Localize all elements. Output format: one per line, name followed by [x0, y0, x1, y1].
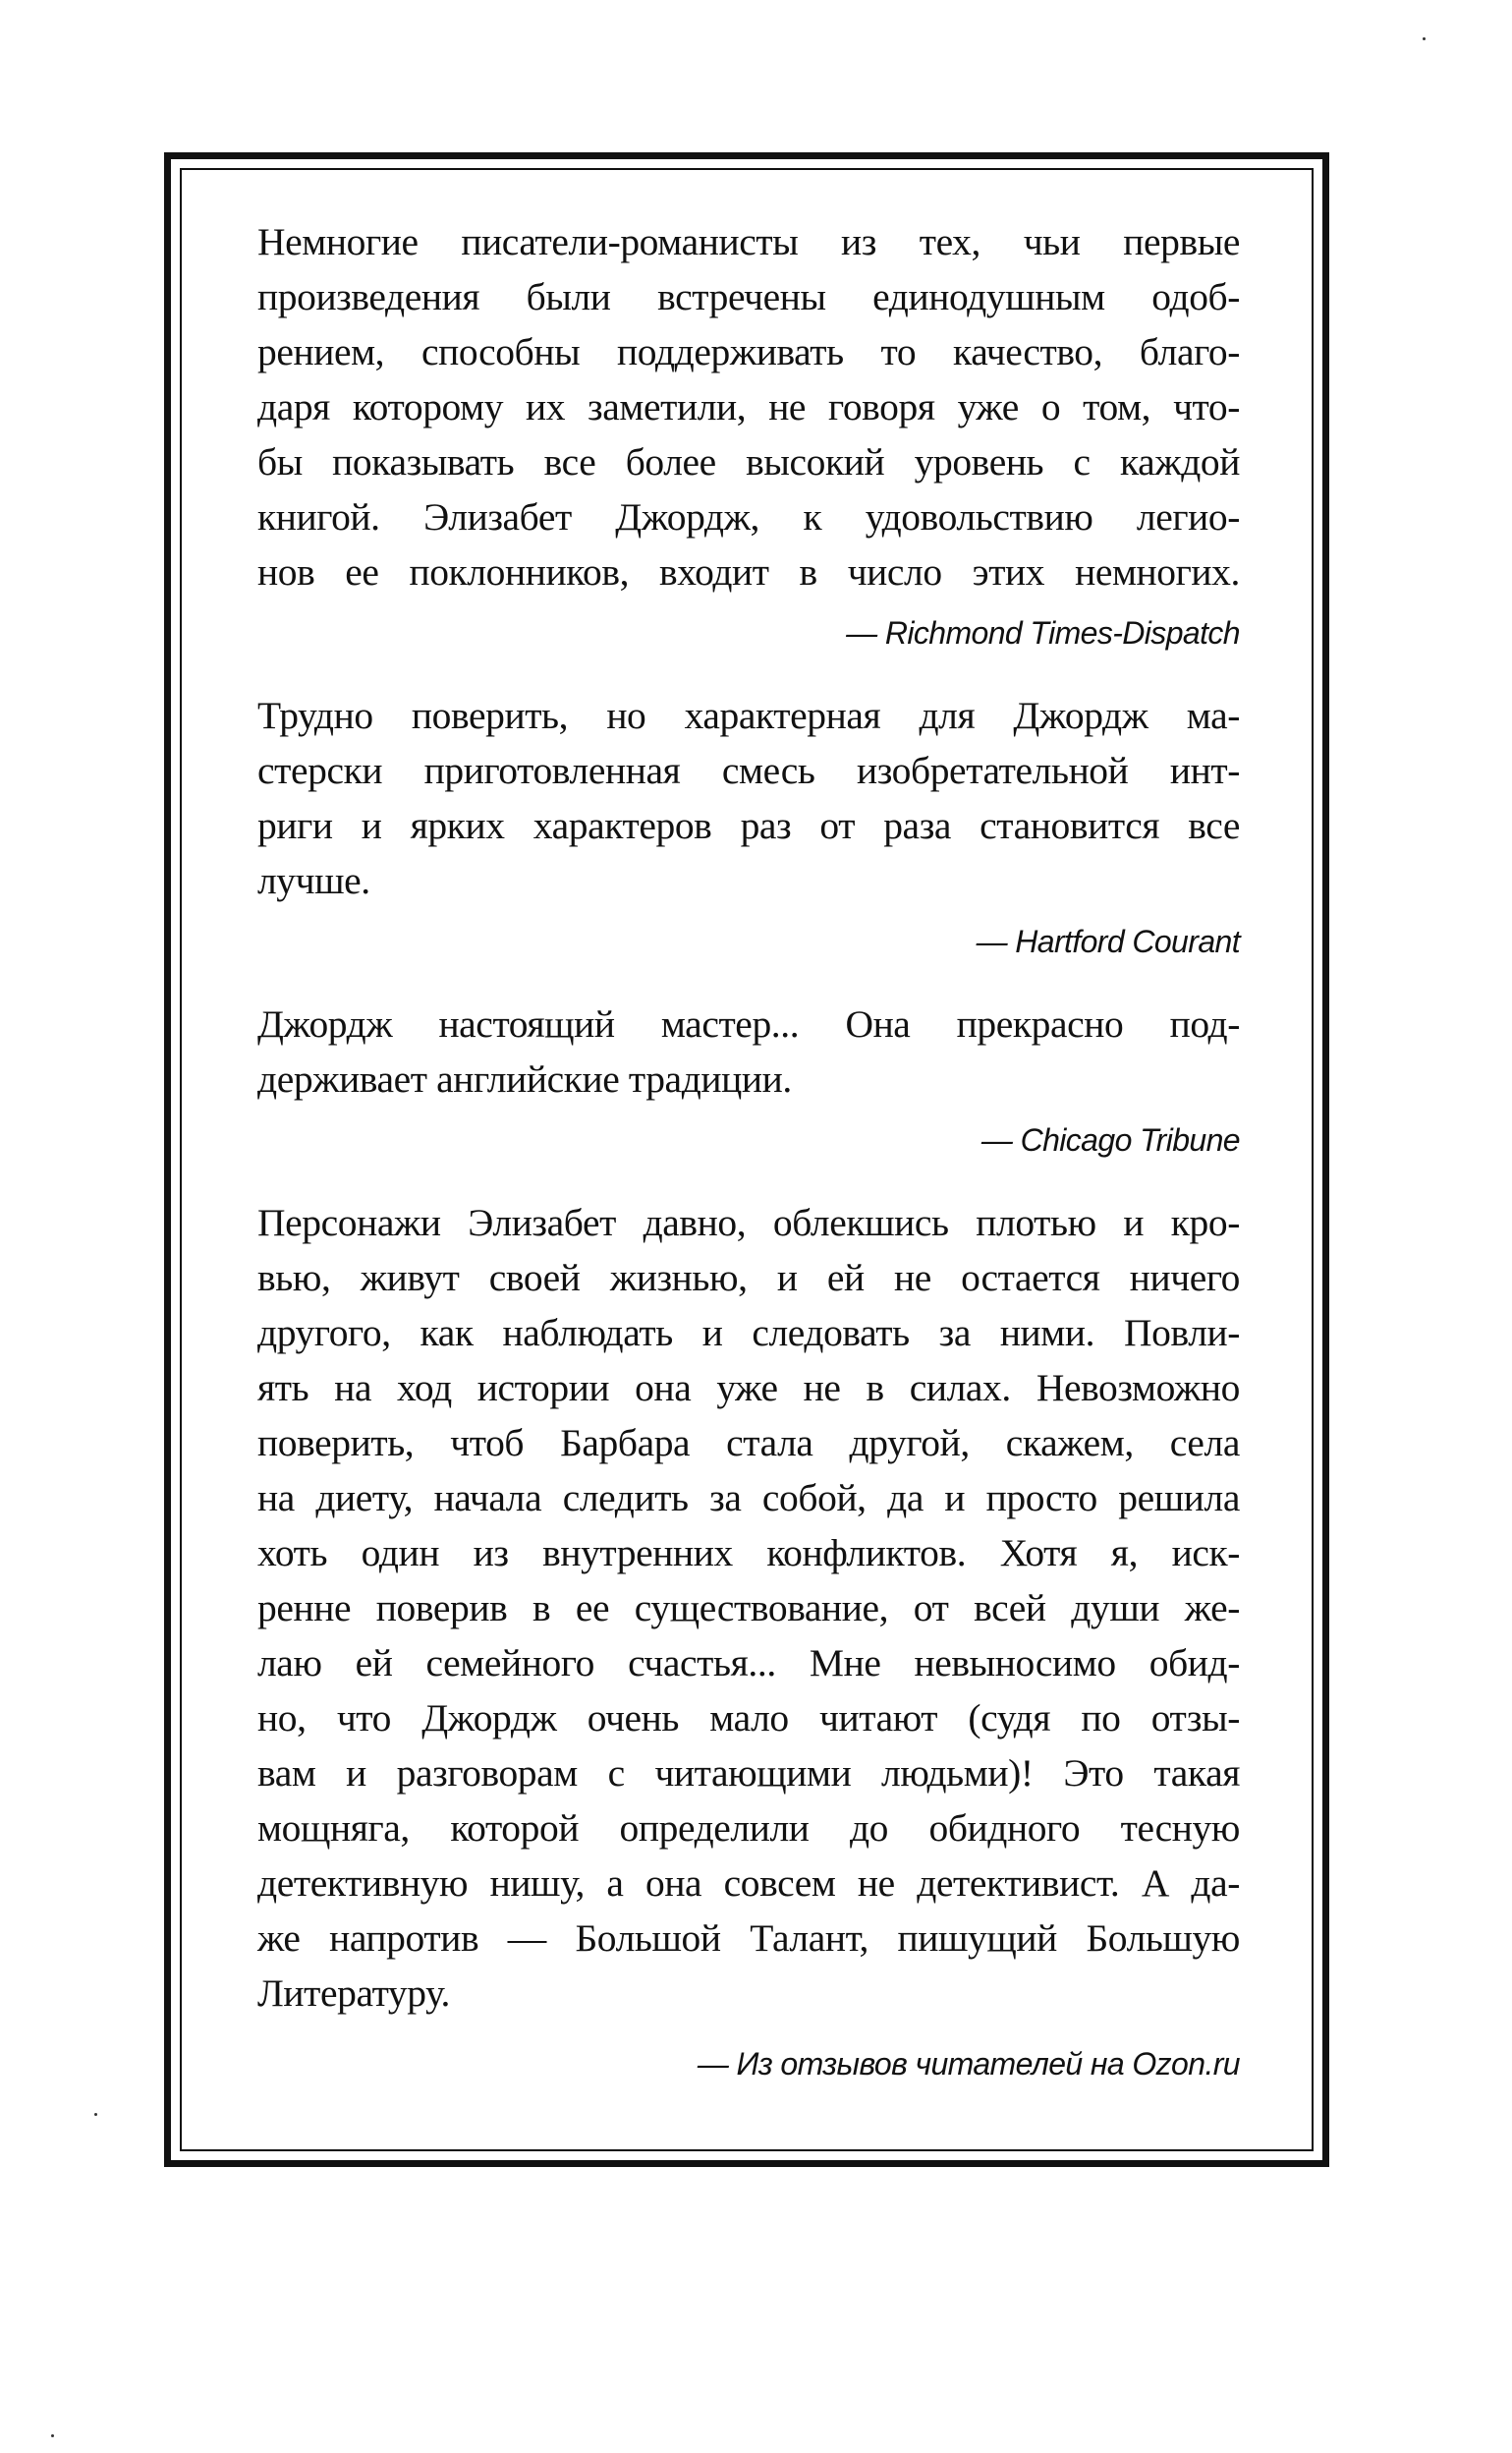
text-line: даря которому их заметили, не говоря уже о том, что-: [257, 385, 1240, 428]
text-line: произведения были встречены единодушным одоб-: [257, 275, 1240, 318]
scan-speck: [94, 2113, 97, 2116]
scan-speck: [1423, 37, 1426, 40]
review-4: [257, 1195, 1240, 2085]
text-line: рением, способны поддерживать то качество, благо-: [257, 330, 1240, 373]
text-line: другого, как наблюдать и следовать за ними. Повли-: [257, 1311, 1240, 1354]
text-line: бы показывать все более высокий уровень с каждой: [257, 440, 1240, 484]
text-line: ренне поверив в ее существование, от всей души же-: [257, 1586, 1240, 1629]
text-line: мощняга, которой определили до обидного тесную: [257, 1806, 1240, 1850]
text-line: но, что Джордж очень мало читают (судя по отзы-: [257, 1696, 1240, 1740]
text-line: Персонажи Элизабет давно, облекшись плотью и кро-: [257, 1201, 1240, 1244]
text-line: Трудно поверить, но характерная для Джордж ма-: [257, 694, 1240, 737]
text-line: нов ее поклонников, входит в число этих немногих.: [257, 550, 1240, 594]
text-line: лаю ей семейного счастья... Мне невыносимо обид-: [257, 1641, 1240, 1684]
text-line: риги и ярких характеров раз от раза становится все: [257, 804, 1240, 847]
text-line: Литературу.: [257, 1971, 450, 2015]
reviews-block: [257, 214, 1240, 2085]
review-3: [257, 997, 1240, 1162]
review-text: [257, 997, 1240, 1107]
review-text: [257, 688, 1240, 908]
text-line: хоть один из внутренних конфликтов. Хотя я, иск-: [257, 1531, 1240, 1574]
text-line: лучше.: [257, 859, 370, 902]
text-line: Немногие писатели-романисты из тех, чьи первые: [257, 220, 1240, 263]
review-1: [257, 214, 1240, 655]
review-text: [257, 1195, 1240, 2021]
text-line: вам и разговорам с читающими людьми)! Это такая: [257, 1751, 1240, 1795]
review-source: — Chicago Tribune: [980, 1122, 1240, 1158]
text-line: книгой. Элизабет Джордж, к удовольствию легио-: [257, 495, 1240, 539]
text-line: ять на ход истории она уже не в силах. Невозможно: [257, 1366, 1240, 1409]
text-line: Джордж настоящий мастер... Она прекрасно под-: [257, 1002, 1240, 1046]
text-line: детективную нишу, а она совсем не детективист. А да-: [257, 1861, 1240, 1905]
review-source: — Из отзывов читателей на Ozon.ru: [697, 2046, 1240, 2082]
text-line: вью, живут своей жизнью, и ей не остается ничего: [257, 1256, 1240, 1299]
review-text: [257, 214, 1240, 599]
review-source: — Hartford Courant: [976, 924, 1240, 959]
review-2: [257, 688, 1240, 963]
text-line: же напротив — Большой Талант, пишущий Большую: [257, 1916, 1240, 1960]
review-source: — Richmond Times-Dispatch: [846, 615, 1240, 651]
text-line: на диету, начала следить за собой, да и просто решила: [257, 1476, 1240, 1519]
text-line: держивает английские традиции.: [257, 1057, 792, 1101]
text-line: поверить, чтоб Барбара стала другой, скажем, села: [257, 1421, 1240, 1464]
text-line: стерски приготовленная смесь изобретательной инт-: [257, 749, 1240, 792]
scan-speck: [51, 2434, 54, 2437]
